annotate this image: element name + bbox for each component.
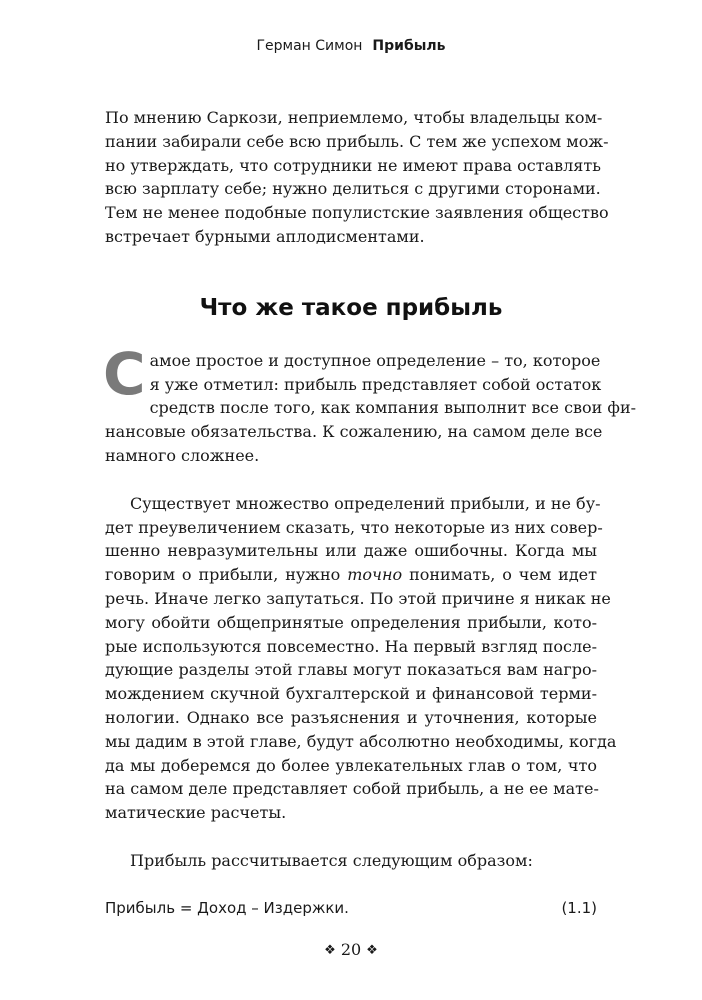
- formula-text: Прибыль = Доход – Издержки.: [105, 898, 349, 917]
- text-line: рые используются повсеместно. На первый взгляд после-: [105, 636, 597, 656]
- text-line: шенно невразумительны или даже ошибочны. Когда мы: [105, 541, 597, 561]
- text-line: речь. Иначе легко запутаться. По этой причине я никак не: [105, 588, 611, 608]
- ornament-icon: ❖: [324, 943, 336, 958]
- text-line: мы дадим в этой главе, будут абсолютно необходимы, когда: [105, 731, 617, 751]
- section-title: Что же такое прибыль: [199, 294, 503, 321]
- running-header: [0, 38, 702, 54]
- emphasis-text: точно: [347, 565, 403, 585]
- text-line: могу обойти общепринятые определения прибыли, кото-: [105, 612, 597, 632]
- text-line: дет преувеличением сказать, что некоторые из них совер-: [105, 517, 603, 537]
- header-author: Герман Симон: [256, 38, 363, 54]
- text-line: всю зарплату себе; нужно делиться с другими сторонами.: [105, 179, 601, 199]
- text-line: но утверждать, что сотрудники не имеют права оставлять: [105, 155, 601, 175]
- formula-number: (1.1): [561, 898, 597, 917]
- text-line: да мы доберемся до более увлекательных глав о том, что: [105, 755, 597, 775]
- definition-paragraph: [103, 339, 637, 468]
- text-line: [105, 563, 597, 587]
- drop-cap: С: [103, 339, 146, 408]
- formula: [105, 899, 597, 917]
- text-line: мождением скучной бухгалтерской и финансовой терми-: [105, 684, 597, 704]
- text-line: я уже отметил: прибыль представляет собой остаток: [149, 374, 602, 394]
- text-line: пании забирали себе всю прибыль. С тем же успехом мож-: [105, 131, 609, 151]
- text-line: на самом деле представляет собой прибыль, а не ее мате-: [105, 779, 599, 799]
- page-content: [103, 106, 637, 917]
- text-line: Тем не менее подобные популистские заявления общество: [105, 203, 609, 223]
- text-line: Существует множество определений прибыли, и не бу-: [130, 493, 601, 513]
- text-fragment: понимать, о чем идет: [402, 565, 597, 585]
- text-line: нологии. Однако все разъяснения и уточнения, которые: [105, 707, 597, 727]
- text-line: средств после того, как компания выполнит все свои фи-: [149, 398, 637, 418]
- text-line: дующие разделы этой главы могут показаться вам нагро-: [105, 660, 597, 680]
- page-number: 20: [340, 940, 362, 959]
- header-book-title: Прибыль: [372, 38, 446, 54]
- text-line: амое простое и доступное определение – то, которое: [149, 350, 601, 370]
- text-line: встречает бурными аплодисментами.: [105, 226, 425, 246]
- text-line: нансовые обязательства. К сожалению, на самом деле все: [105, 422, 603, 442]
- text-line: По мнению Саркози, неприемлемо, чтобы владельцы ком-: [105, 108, 603, 127]
- page-footer: [0, 940, 702, 959]
- text-line: намного сложнее.: [105, 445, 260, 465]
- text-line: матические расчеты.: [105, 803, 287, 823]
- text-fragment: говорим о прибыли, нужно: [105, 565, 348, 585]
- body-paragraph: [105, 492, 617, 825]
- calc-intro: Прибыль рассчитывается следующим образом:: [130, 850, 533, 870]
- intro-paragraph: [105, 106, 609, 249]
- ornament-icon: ❖: [366, 943, 378, 958]
